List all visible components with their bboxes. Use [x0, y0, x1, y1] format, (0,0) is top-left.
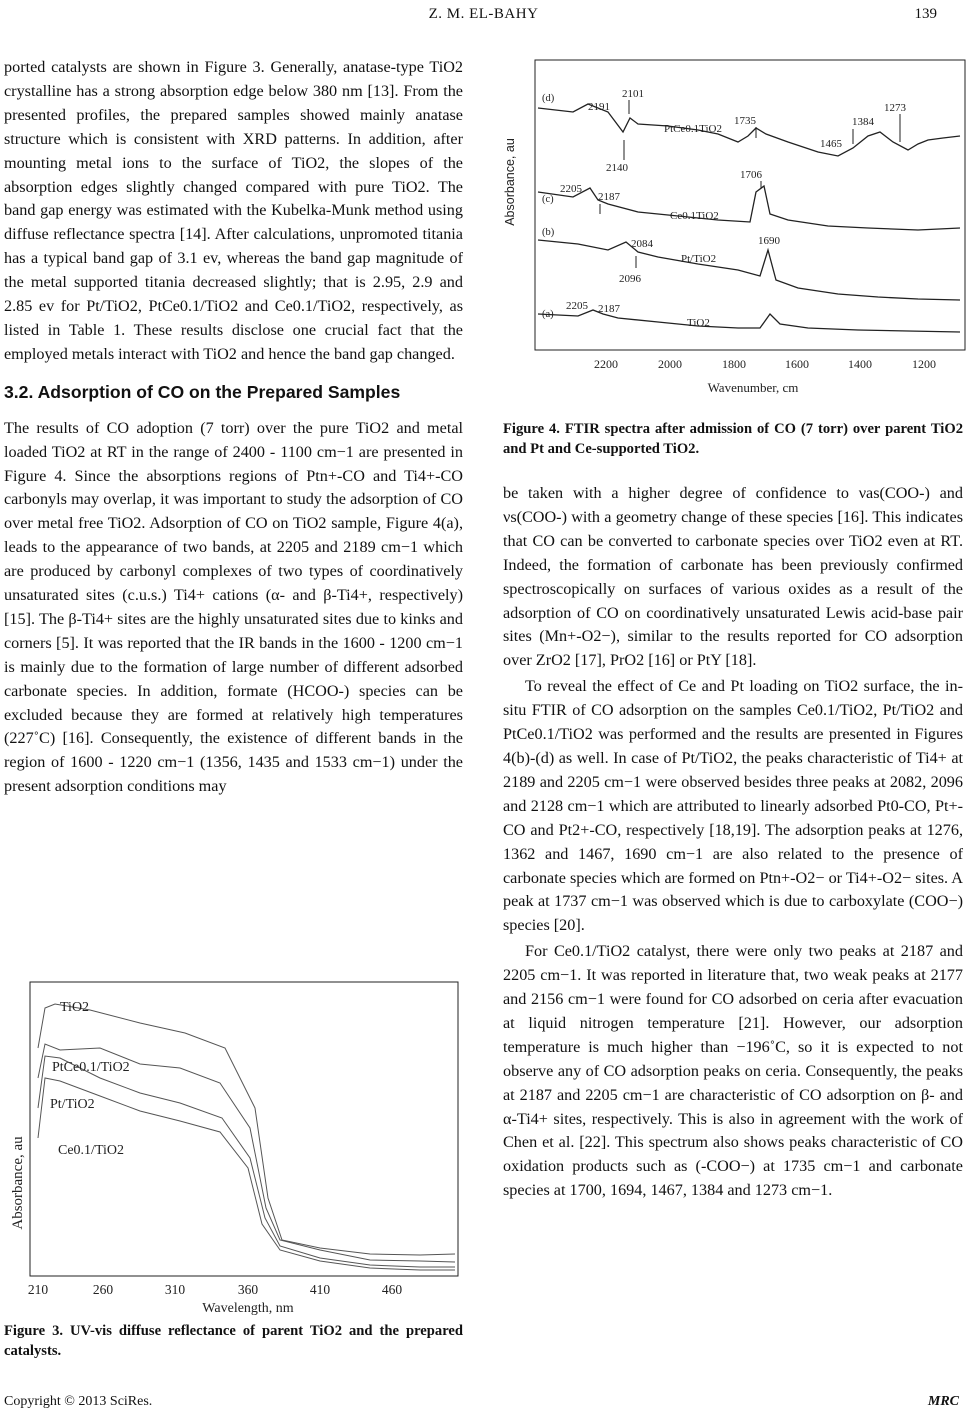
tick-label: 1400	[848, 357, 872, 371]
curve-letter-a: (a)	[542, 309, 554, 320]
curve-pt-tio2	[38, 1056, 455, 1267]
tick-label: 460	[381, 1282, 403, 1297]
sample-label-d: PtCe0.1TiO2	[664, 123, 722, 135]
figure4-xlabel: Wavenumber, cm	[707, 380, 799, 395]
left-column	[4, 56, 463, 801]
page-footer	[4, 1394, 959, 1410]
label-ce-tio2: Ce0.1/TiO2	[58, 1143, 125, 1158]
figure3-xlabel: Wavelength, nm	[202, 1301, 294, 1316]
tick-label: 210	[27, 1282, 49, 1297]
figure3-caption: Figure 3. UV-vis diffuse reflectance of parent TiO2 and the prepared catalysts.	[4, 1323, 463, 1359]
peak-label: 2187	[598, 191, 620, 203]
tick-label: 360	[237, 1282, 259, 1297]
peak-label: 2101	[622, 88, 644, 100]
peak-label: 1384	[852, 116, 874, 128]
paragraph: be taken with a higher degree of confidence to νas(COO-) and νs(COO-) with a geometry change of these species [16]. This indicates that CO can be converted to carbonate species over TiO2 even at RT. Indeed, the formation of carbonate has been previously confirmed spectroscopically on surfaces of various oxides as a result of the adsorption of CO on coordinatively unsaturated Lewis acid-base pair sites (Mn+-O2−), similar to the results reported for CO adsorption over ZrO2 [17], PrO2 [16] or PtY [18].	[503, 484, 963, 670]
figure3-ylabel: Absorbance, au	[10, 1136, 26, 1230]
tick-label: 410	[309, 1282, 331, 1297]
peak-label: 2191	[588, 101, 610, 113]
copyright-text: Copyright © 2013 SciRes.	[4, 1394, 153, 1409]
sample-label-b: Pt/TiO2	[681, 253, 717, 265]
running-header-authors: Z. M. EL-BAHY	[428, 6, 539, 22]
figure4-ftir-chart	[498, 52, 967, 402]
sample-label-c: Ce0.1TiO2	[670, 210, 719, 222]
curve-letter-b: (b)	[542, 227, 555, 238]
tick-label: 1600	[785, 357, 809, 371]
figure4-xticks	[594, 357, 936, 371]
curve-tio2	[38, 1004, 455, 1255]
peak-label: 2140	[606, 162, 628, 174]
peak-label: 1690	[758, 235, 780, 247]
peak-label: 1735	[734, 115, 756, 127]
curve-ce-tio2	[38, 1078, 455, 1270]
curve-letter-d: (d)	[542, 93, 555, 104]
tick-label: 1800	[722, 357, 746, 371]
tick-label: 2200	[594, 357, 618, 371]
peak-label: 1706	[740, 169, 762, 181]
section-heading: 3.2. Adsorption of CO on the Prepared Samples	[4, 381, 401, 402]
paragraph: ported catalysts are shown in Figure 3. Generally, anatase-type TiO2 crystalline has a strong absorption edge below 380 nm [13]. From the presented profiles, the prepared samples showed mainly anatase structure which is consistent with XRD patterns. In addition, after mounting metal ions to the surface of TiO2, the slopes of the absorption edges slightly changed compared with pure TiO2. The band gap energy was estimated with the Kubelka-Munk method using diffuse reflectance spectra [14]. After calculations, unpromoted titania has a typical band gap of 3.1 ev, whereas the band gap magnitude of the metal supported titania decreased slightly; that is 2.95, 2.9 and 2.85 ev for Pt/TiO2, PtCe0.1/TiO2 and Ce0.1/TiO2, respectively, as listed in Table 1. These results disclose one crucial fact that the employed metals interact with TiO2 and hence the band gap changed.	[4, 58, 463, 363]
journal-abbrev: MRC	[927, 1394, 959, 1409]
sample-label-a: TiO2	[687, 317, 710, 329]
peak-label: 1273	[884, 102, 906, 114]
peak-label: 2084	[631, 238, 653, 250]
tick-label: 2000	[658, 357, 682, 371]
figure4-ylabel: Absorbance, au	[503, 138, 517, 226]
peak-label: 2096	[619, 273, 641, 285]
paragraph: To reveal the effect of Ce and Pt loading on TiO2 surface, the in-situ FTIR of CO adsorption on the samples Ce0.1/TiO2, Pt/TiO2 and PtCe0.1/TiO2 was performed and the results are presented in Figures 4(b)-(d) as well. In case of Pt/TiO2, the peaks characteristic of Ti4+ at 2189 and 2205 cm−1 were observed besides three peaks at 2082, 2096 and 2128 cm−1 which are attributed to linearly adsorbed Pt0-CO, Pt+-CO and Pt2+-CO, respectively [18,19]. The adsorption peaks at 1276, 1362 and 1467, 1690 cm−1 are also related to the presence of carbonate species which are formed on Ptn+-O2− or Ti4+-O2− sites. A peak at 1737 cm−1 was observed which is due to carboxylate (COO−) species [20].	[503, 677, 963, 935]
paragraph: The results of CO adoption (7 torr) over the pure TiO2 and metal loaded TiO2 at RT in the range of 2400 - 1100 cm−1 are presented in Figure 4. Since the absorptions regions of Ptn+-CO and Ti4+-CO carbonyls may overlap, it was important to study the adsorption of CO over metal free TiO2. Adsorption of CO on TiO2 sample, Figure 4(a), leads to the appearance of two bands, at 2205 and 2189 cm−1 which are produced by carbonyl complexes of two types of coordinatively unsaturated sites (c.u.s.) Ti4+ cations (α- and β-Ti4+, respectively) [15]. The β-Ti4+ sites are the highly unsaturated sites due to kinks and corners [5]. It was reported that the IR bands in the 1600 - 1200 cm−1 is mainly due to the formation of large number of different adsorbed carbonate species. In addition, formate (HCOO-) species can be excluded because they are formed at relatively high temperatures (227˚C) [16]. Consequently, the existence of different bands in the region of 1600 - 1220 cm−1 (1356, 1435 and 1533 cm−1) under the present adsorption conditions may	[4, 418, 463, 796]
page-number: 139	[914, 6, 937, 22]
tick-label: 310	[164, 1282, 186, 1297]
right-column	[503, 482, 963, 1205]
figure3-uvvis-chart	[0, 978, 467, 1316]
peak-label: 2187	[598, 303, 620, 315]
label-pt-tio2: Pt/TiO2	[50, 1097, 95, 1112]
peak-label: 1465	[820, 138, 842, 150]
curve-b	[538, 240, 960, 300]
peak-label: 2205	[566, 300, 588, 312]
tick-label: 1200	[912, 357, 936, 371]
figure3-xticks	[28, 1282, 403, 1297]
label-ptce-tio2: PtCe0.1/TiO2	[52, 1060, 130, 1075]
figure4-caption: Figure 4. FTIR spectra after admission of CO (7 torr) over parent TiO2 and Pt and Ce-supported TiO2.	[503, 421, 963, 457]
peak-label: 2205	[560, 183, 582, 195]
paragraph: For Ce0.1/TiO2 catalyst, there were only two peaks at 2187 and 2205 cm−1. It was reported in literature that, two weak peaks at 2177 and 2156 cm−1 were found for CO adsorbed on ceria after evacuation at liquid nitrogen temperature [21]. However, our adsorption temperature is much higher than −196˚C, so it is expected to not observe any of CO adsorption peaks on ceria. Consequently, the peaks at 2187 and 2205 cm−1 are characteristic of CO adsorption on β- and α-Ti4+ sites, respectively. This is also in agreement with the work of Chen et al. [22]. This spectrum also shows peaks characteristic of CO oxidation products such as (-COO−) at 1735 cm−1 and carbonate species at 1700, 1694, 1467, 1384 and 1273 cm−1.	[503, 942, 963, 1200]
label-tio2: TiO2	[60, 1000, 90, 1015]
curve-letter-c: (c)	[542, 194, 554, 205]
tick-label: 260	[92, 1282, 114, 1297]
